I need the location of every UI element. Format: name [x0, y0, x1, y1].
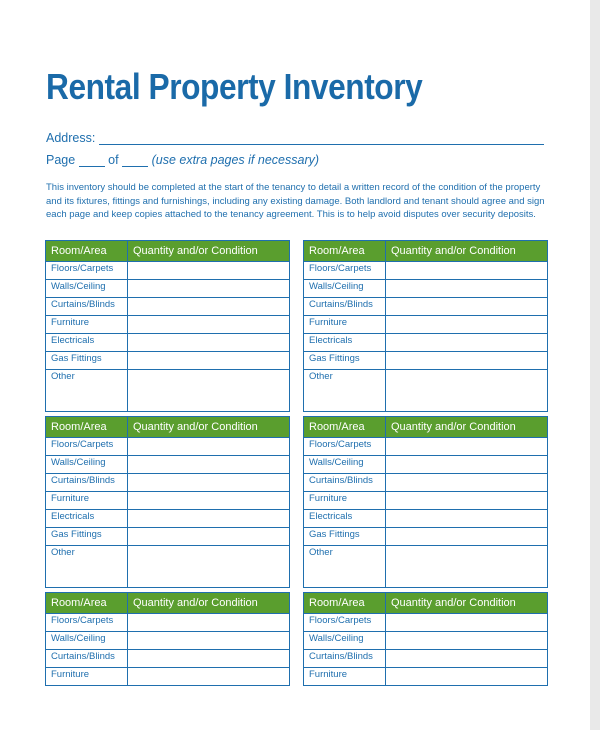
room-area-label: Floors/Carpets — [304, 614, 386, 632]
inventory-table — [303, 592, 548, 686]
room-area-label: Floors/Carpets — [46, 262, 128, 280]
condition-field[interactable] — [386, 262, 548, 280]
room-area-label: Walls/Ceiling — [46, 280, 128, 298]
condition-field[interactable] — [386, 474, 548, 492]
table-row — [46, 668, 290, 686]
condition-header: Quantity and/or Condition — [386, 593, 548, 614]
condition-field[interactable] — [386, 438, 548, 456]
condition-field[interactable] — [128, 614, 290, 632]
table-row — [304, 352, 548, 370]
table-row — [46, 474, 290, 492]
table-row — [46, 456, 290, 474]
condition-header: Quantity and/or Condition — [386, 241, 548, 262]
inventory-table — [45, 592, 290, 686]
room-area-label: Floors/Carpets — [304, 262, 386, 280]
room-area-label: Furniture — [304, 492, 386, 510]
room-area-label: Floors/Carpets — [304, 438, 386, 456]
table-row — [304, 492, 548, 510]
table-row — [304, 456, 548, 474]
table-row — [304, 668, 548, 686]
room-area-label: Curtains/Blinds — [46, 474, 128, 492]
room-area-label: Floors/Carpets — [46, 438, 128, 456]
table-row — [46, 262, 290, 280]
table-row — [304, 316, 548, 334]
table-row — [46, 438, 290, 456]
room-area-label: Floors/Carpets — [46, 614, 128, 632]
condition-field[interactable] — [386, 352, 548, 370]
table-header-row — [304, 593, 548, 614]
table-row — [46, 546, 290, 588]
table-row — [304, 370, 548, 412]
condition-field[interactable] — [386, 370, 548, 412]
table-row — [46, 650, 290, 668]
room-area-label: Walls/Ceiling — [46, 632, 128, 650]
address-field[interactable] — [99, 132, 544, 145]
room-area-header: Room/Area — [304, 593, 386, 614]
table-row — [46, 632, 290, 650]
room-area-header: Room/Area — [46, 241, 128, 262]
condition-header: Quantity and/or Condition — [128, 241, 290, 262]
room-area-label: Other — [46, 546, 128, 588]
room-area-label: Electricals — [304, 334, 386, 352]
table-row — [304, 614, 548, 632]
room-area-label: Curtains/Blinds — [304, 474, 386, 492]
condition-field[interactable] — [128, 668, 290, 686]
table-row — [46, 280, 290, 298]
table-row — [46, 492, 290, 510]
condition-field[interactable] — [386, 650, 548, 668]
table-row — [304, 438, 548, 456]
table-header-row — [304, 241, 548, 262]
condition-field[interactable] — [128, 352, 290, 370]
room-area-label: Gas Fittings — [46, 528, 128, 546]
room-area-label: Electricals — [46, 334, 128, 352]
table-row — [304, 528, 548, 546]
room-area-label: Electricals — [304, 510, 386, 528]
condition-field[interactable] — [128, 474, 290, 492]
room-area-label: Other — [304, 370, 386, 412]
extra-pages-note: (use extra pages if necessary) — [151, 153, 320, 167]
condition-field[interactable] — [386, 492, 548, 510]
condition-field[interactable] — [128, 262, 290, 280]
table-row — [304, 510, 548, 528]
condition-field[interactable] — [128, 280, 290, 298]
table-row — [304, 546, 548, 588]
inventory-table — [45, 240, 290, 412]
table-row — [46, 352, 290, 370]
of-label: of — [108, 153, 119, 167]
condition-field[interactable] — [128, 370, 290, 412]
condition-field[interactable] — [386, 632, 548, 650]
table-header-row — [46, 241, 290, 262]
condition-field[interactable] — [128, 438, 290, 456]
table-row — [46, 614, 290, 632]
room-area-label: Furniture — [304, 316, 386, 334]
condition-field[interactable] — [386, 510, 548, 528]
room-area-label: Furniture — [46, 668, 128, 686]
page-number-field[interactable] — [79, 154, 105, 167]
table-header-row — [46, 417, 290, 438]
page-title: Rental Property Inventory — [46, 66, 423, 107]
inventory-table — [45, 416, 290, 588]
table-row — [304, 280, 548, 298]
condition-field[interactable] — [128, 650, 290, 668]
condition-field[interactable] — [128, 298, 290, 316]
table-row — [46, 334, 290, 352]
room-area-label: Walls/Ceiling — [304, 632, 386, 650]
room-area-header: Room/Area — [304, 241, 386, 262]
condition-field[interactable] — [386, 280, 548, 298]
inventory-table — [303, 240, 548, 412]
address-label: Address: — [46, 131, 96, 145]
condition-field[interactable] — [128, 510, 290, 528]
room-area-label: Gas Fittings — [46, 352, 128, 370]
condition-header: Quantity and/or Condition — [128, 593, 290, 614]
table-row — [46, 510, 290, 528]
intro-paragraph: This inventory should be completed at the start of the tenancy to detail a written record of the condition of the property and its fixtures, fittings and furnishings, including any existing damage. Both landlord and tenant should agree and sign each page and keep copies attached to the tenancy agreement. This is to help avoid disputes over security deposits. — [46, 182, 545, 221]
table-row — [304, 474, 548, 492]
table-row — [46, 370, 290, 412]
condition-field[interactable] — [128, 528, 290, 546]
condition-field[interactable] — [386, 614, 548, 632]
condition-field[interactable] — [128, 492, 290, 510]
table-row — [46, 298, 290, 316]
condition-field[interactable] — [386, 528, 548, 546]
room-area-label: Walls/Ceiling — [46, 456, 128, 474]
condition-field[interactable] — [386, 456, 548, 474]
room-area-label: Furniture — [304, 668, 386, 686]
condition-field[interactable] — [128, 546, 290, 588]
page-label: Page — [46, 153, 76, 167]
room-area-label: Gas Fittings — [304, 352, 386, 370]
table-row — [46, 528, 290, 546]
room-area-label: Walls/Ceiling — [304, 456, 386, 474]
table-row — [304, 632, 548, 650]
condition-field[interactable] — [128, 316, 290, 334]
room-area-label: Gas Fittings — [304, 528, 386, 546]
room-area-label: Electricals — [46, 510, 128, 528]
room-area-header: Room/Area — [46, 417, 128, 438]
condition-field[interactable] — [128, 334, 290, 352]
table-row — [304, 262, 548, 280]
table-row — [304, 650, 548, 668]
page-number-line — [46, 153, 319, 167]
room-area-header: Room/Area — [304, 417, 386, 438]
room-area-label: Curtains/Blinds — [46, 650, 128, 668]
room-area-label: Walls/Ceiling — [304, 280, 386, 298]
condition-header: Quantity and/or Condition — [128, 417, 290, 438]
condition-field[interactable] — [386, 668, 548, 686]
table-row — [304, 298, 548, 316]
room-area-header: Room/Area — [46, 593, 128, 614]
room-area-label: Curtains/Blinds — [304, 650, 386, 668]
condition-field[interactable] — [386, 316, 548, 334]
room-area-label: Curtains/Blinds — [304, 298, 386, 316]
condition-field[interactable] — [386, 546, 548, 588]
room-area-label: Furniture — [46, 492, 128, 510]
room-area-label: Other — [46, 370, 128, 412]
room-area-label: Furniture — [46, 316, 128, 334]
condition-field[interactable] — [128, 456, 290, 474]
inventory-table — [303, 416, 548, 588]
condition-field[interactable] — [386, 334, 548, 352]
condition-field[interactable] — [128, 632, 290, 650]
condition-header: Quantity and/or Condition — [386, 417, 548, 438]
table-header-row — [304, 417, 548, 438]
room-area-label: Curtains/Blinds — [46, 298, 128, 316]
table-header-row — [46, 593, 290, 614]
condition-field[interactable] — [386, 298, 548, 316]
address-line — [46, 131, 544, 145]
table-row — [304, 334, 548, 352]
table-row — [46, 316, 290, 334]
total-pages-field[interactable] — [122, 154, 148, 167]
room-area-label: Other — [304, 546, 386, 588]
